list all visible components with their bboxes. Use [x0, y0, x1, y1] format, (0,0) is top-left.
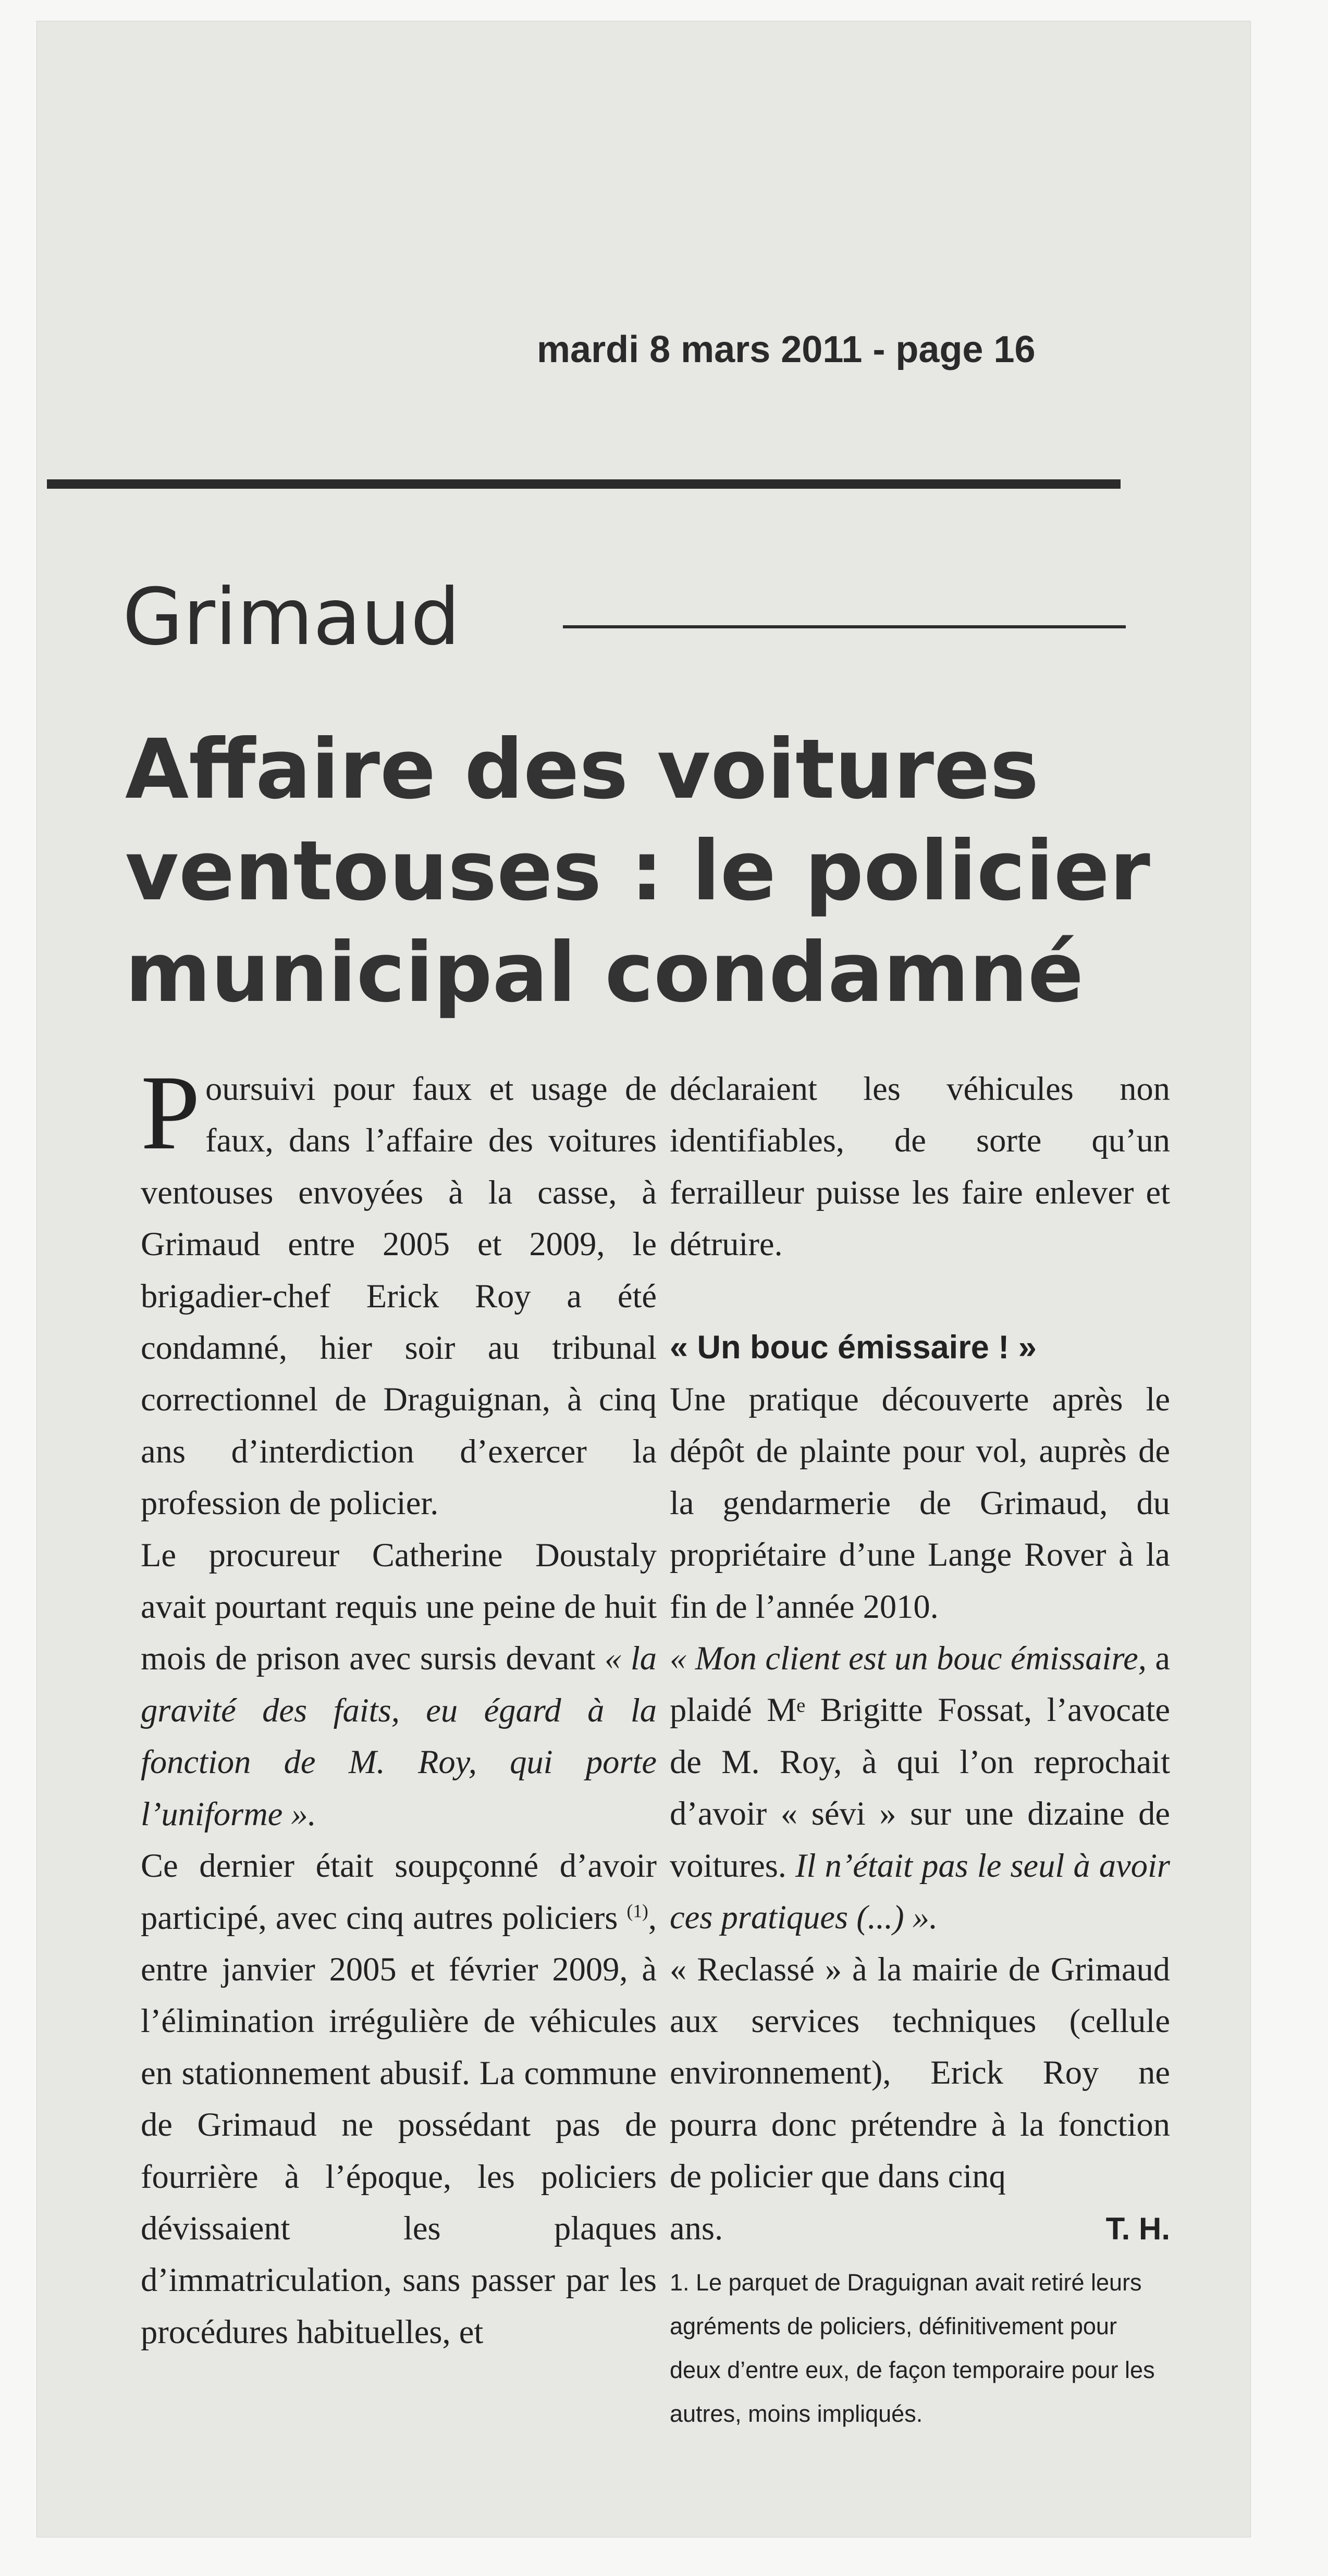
paragraph-5: Une pratique découverte après le dépôt de plainte pour vol, auprès de la gendarmerie de Grimaud, du propriétaire d’une Lange Rover à la fin de l’année 2010. — [670, 1381, 1170, 1625]
section-rule — [563, 625, 1126, 628]
footnote: 1. Le parquet de Draguignan avait retiré leurs agréments de policiers, définitivement pour deux d’entre eux, de façon temporaire pour les autres, moins impliqués. — [670, 2269, 1155, 2427]
paragraph-7: « Reclassé » à la mairie de Grimaud aux services techniques (cellule environnement), Erick Roy ne pourra donc prétendre à la fonction de policier que dans cinq — [670, 1950, 1170, 2195]
paragraph-3: Ce dernier était soupçonné d’avoir participé, avec cinq autres policiers $^{(1)}$, entre janvier 2005 et février 2009, à l’élimination irrégulière de véhicules en stationnement abusif. La commune de Grimaud ne possédant pas de fourrière à l’époque, les policiers dévissaient les plaques d’immatriculation, sans passer par les procédures habituelles, et — [141, 1847, 657, 2350]
header-rule — [47, 479, 1121, 489]
author-initials: T. H. — [1105, 2211, 1170, 2246]
paragraph-6: « Mon client est un bouc émissaire, a plaidé Mᵉ Brigitte Fossat, l’avocate de M. Roy, à qui l’on reprochait d’avoir « sévi » sur une dizaine de voitures. Il n’était pas le seul à avoir ces pratiques (...) ». — [670, 1640, 1170, 1936]
paragraph-1: Poursuivi pour faux et usage de faux, dans l’affaire des voitures ventouses envoyées à la casse, à Grimaud entre 2005 et 2009, le brigadier-chef Erick Roy a été condamné, hier soir au tribunal correctionnel de Draguignan, à cinq ans d’interdiction d’exercer la profession de policier. — [141, 1054, 657, 1522]
quote-prosecutor: « la gravité des faits, eu égard à la fonction de M. Roy, qui porte l’uniforme ». — [141, 1640, 657, 1832]
paragraph-4: déclaraient les véhicules non identifiables, de sorte qu’un ferrailleur puisse les faire enlever et détruire. — [670, 1070, 1170, 1263]
quote-lawyer: « Mon client est un bouc émissaire, — [670, 1640, 1147, 1677]
headline: Affaire des voitures ventouses : le policier municipal condamné — [125, 722, 1150, 1021]
drop-cap: P — [141, 1054, 201, 1172]
date-line: mardi 8 mars 2011 - page 16 — [537, 329, 1036, 370]
quote-lawyer-2: Il n’était pas le seul à avoir ces pratiques (...) ». — [670, 1847, 1170, 1936]
article-column-right — [670, 1063, 1170, 2436]
closing-line: ans. T. H. — [670, 2202, 1170, 2255]
article-column-left — [141, 1054, 657, 2358]
footnote-ref: (1) — [626, 1900, 648, 1921]
section-title: Grimaud — [122, 572, 460, 663]
paragraph-2: Le procureur Catherine Doustaly avait pourtant requis une peine de huit mois de prison avec sursis devant « la gravité des faits, eu égard à la fonction de M. Roy, qui porte l’uniforme ». — [141, 1536, 657, 1832]
subheading: « Un bouc émissaire ! » — [670, 1329, 1037, 1366]
